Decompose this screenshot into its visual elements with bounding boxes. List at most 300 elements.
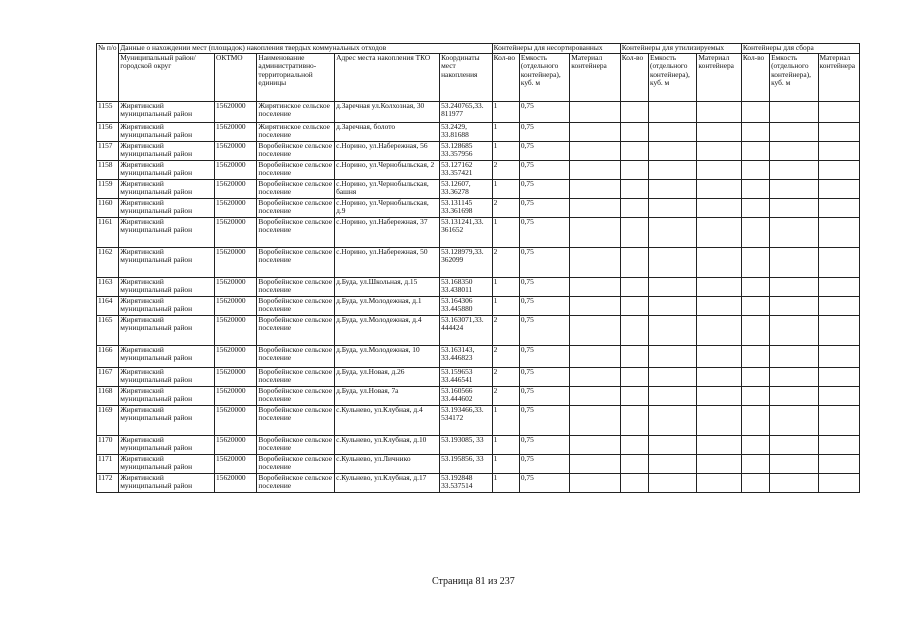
- row-district: Жирятинский муниципальный район: [119, 141, 215, 160]
- row-admin-unit: Воробейнское сельское поселение: [257, 217, 335, 247]
- empty-cell: [818, 160, 860, 179]
- row-number: 1165: [97, 315, 119, 345]
- row-coords: 53.159653 33.446541: [440, 367, 493, 386]
- row-number: 1156: [97, 122, 119, 141]
- empty-cell: [648, 405, 696, 435]
- row-coords: 53.163071,33. 444424: [440, 315, 493, 345]
- table-row: [97, 198, 860, 217]
- row-capacity: 0,75: [519, 122, 569, 141]
- row-address: д.Буда, ул.Молодежная, д.1: [335, 296, 440, 315]
- row-district: Жирятинский муниципальный район: [119, 179, 215, 198]
- empty-cell: [570, 160, 620, 179]
- empty-cell: [770, 179, 818, 198]
- row-capacity: 0,75: [519, 386, 569, 405]
- empty-cell: [570, 101, 620, 122]
- row-admin-unit: Жирятинское сельское поселение: [257, 101, 335, 122]
- empty-cell: [620, 141, 648, 160]
- row-admin-unit: Жирятинское сельское поселение: [257, 122, 335, 141]
- empty-cell: [620, 160, 648, 179]
- empty-cell: [741, 247, 769, 277]
- row-capacity: 0,75: [519, 345, 569, 367]
- row-admin-unit: Воробейнское сельское поселение: [257, 405, 335, 435]
- empty-cell: [741, 296, 769, 315]
- header-recycle-group: Контейнеры для утилизируемых: [620, 44, 741, 54]
- row-capacity: 0,75: [519, 160, 569, 179]
- row-count: 1: [492, 405, 519, 435]
- empty-cell: [741, 217, 769, 247]
- empty-cell: [570, 405, 620, 435]
- empty-cell: [648, 247, 696, 277]
- empty-cell: [697, 405, 741, 435]
- row-oktmo: 15620000: [215, 345, 257, 367]
- empty-cell: [818, 435, 860, 454]
- empty-cell: [697, 217, 741, 247]
- row-capacity: 0,75: [519, 473, 569, 492]
- row-coords: 53.2429, 33.81688: [440, 122, 493, 141]
- empty-cell: [741, 122, 769, 141]
- header-address: Адрес места накопления ТКО: [335, 53, 440, 101]
- table-row: [97, 141, 860, 160]
- header-capacity-recycle: Емкость (отдельного контейнера), куб. м: [648, 53, 696, 101]
- empty-cell: [818, 141, 860, 160]
- row-admin-unit: Воробейнское сельское поселение: [257, 473, 335, 492]
- row-address: д.Заречная ул.Колхозная, 30: [335, 101, 440, 122]
- row-capacity: 0,75: [519, 296, 569, 315]
- empty-cell: [570, 277, 620, 296]
- empty-cell: [648, 473, 696, 492]
- row-count: 2: [492, 160, 519, 179]
- empty-cell: [620, 179, 648, 198]
- row-number: 1167: [97, 367, 119, 386]
- row-count: 1: [492, 141, 519, 160]
- row-number: 1170: [97, 435, 119, 454]
- header-capacity-collect: Емкость (отдельного контейнера), куб. м: [770, 53, 818, 101]
- row-capacity: 0,75: [519, 454, 569, 473]
- row-admin-unit: Воробейнское сельское поселение: [257, 296, 335, 315]
- empty-cell: [648, 141, 696, 160]
- table-row: [97, 367, 860, 386]
- row-capacity: 0,75: [519, 141, 569, 160]
- row-oktmo: 15620000: [215, 141, 257, 160]
- row-oktmo: 15620000: [215, 247, 257, 277]
- row-district: Жирятинский муниципальный район: [119, 217, 215, 247]
- empty-cell: [818, 473, 860, 492]
- row-count: 1: [492, 435, 519, 454]
- empty-cell: [697, 101, 741, 122]
- empty-cell: [697, 122, 741, 141]
- empty-cell: [620, 345, 648, 367]
- empty-cell: [570, 386, 620, 405]
- empty-cell: [620, 367, 648, 386]
- row-admin-unit: Воробейнское сельское поселение: [257, 454, 335, 473]
- row-district: Жирятинский муниципальный район: [119, 198, 215, 217]
- empty-cell: [570, 345, 620, 367]
- empty-cell: [620, 405, 648, 435]
- empty-cell: [818, 315, 860, 345]
- empty-cell: [697, 179, 741, 198]
- empty-cell: [741, 345, 769, 367]
- row-admin-unit: Воробейнское сельское поселение: [257, 435, 335, 454]
- row-number: 1162: [97, 247, 119, 277]
- row-district: Жирятинский муниципальный район: [119, 247, 215, 277]
- header-count: Кол-во: [492, 53, 519, 101]
- empty-cell: [818, 296, 860, 315]
- empty-cell: [648, 122, 696, 141]
- row-admin-unit: Воробейнское сельское поселение: [257, 386, 335, 405]
- empty-cell: [770, 101, 818, 122]
- waste-sites-table: [96, 43, 860, 493]
- row-district: Жирятинский муниципальный район: [119, 454, 215, 473]
- row-district: Жирятинский муниципальный район: [119, 345, 215, 367]
- empty-cell: [770, 160, 818, 179]
- empty-cell: [570, 367, 620, 386]
- row-admin-unit: Воробейнское сельское поселение: [257, 179, 335, 198]
- empty-cell: [697, 386, 741, 405]
- row-admin-unit: Воробейнское сельское поселение: [257, 160, 335, 179]
- empty-cell: [818, 247, 860, 277]
- empty-cell: [648, 435, 696, 454]
- row-address: с.Норино, ул.Чернобыльская, д.9: [335, 198, 440, 217]
- row-coords: 53.127162 33.357421: [440, 160, 493, 179]
- empty-cell: [741, 101, 769, 122]
- empty-cell: [570, 217, 620, 247]
- empty-cell: [620, 247, 648, 277]
- empty-cell: [741, 315, 769, 345]
- table-row: [97, 247, 860, 277]
- row-oktmo: 15620000: [215, 473, 257, 492]
- row-count: 2: [492, 247, 519, 277]
- row-oktmo: 15620000: [215, 435, 257, 454]
- empty-cell: [570, 247, 620, 277]
- row-oktmo: 15620000: [215, 122, 257, 141]
- row-address: с.Кульнево, ул.Клубная, д.4: [335, 405, 440, 435]
- row-oktmo: 15620000: [215, 101, 257, 122]
- empty-cell: [648, 345, 696, 367]
- row-address: д.Буда, ул.Школьная, д.15: [335, 277, 440, 296]
- empty-cell: [770, 435, 818, 454]
- row-oktmo: 15620000: [215, 367, 257, 386]
- row-admin-unit: Воробейнское сельское поселение: [257, 277, 335, 296]
- table-row: [97, 101, 860, 122]
- row-count: 1: [492, 101, 519, 122]
- empty-cell: [770, 345, 818, 367]
- row-capacity: 0,75: [519, 247, 569, 277]
- empty-cell: [570, 122, 620, 141]
- empty-cell: [818, 277, 860, 296]
- row-number: 1164: [97, 296, 119, 315]
- row-count: 2: [492, 386, 519, 405]
- empty-cell: [697, 141, 741, 160]
- row-coords: 53.193466,33. 534172: [440, 405, 493, 435]
- row-capacity: 0,75: [519, 198, 569, 217]
- row-address: с.Кульнево, ул.Личнико: [335, 454, 440, 473]
- row-admin-unit: Воробейнское сельское поселение: [257, 315, 335, 345]
- header-district: Муниципальный район/городской округ: [119, 53, 215, 101]
- row-district: Жирятинский муниципальный район: [119, 101, 215, 122]
- empty-cell: [770, 315, 818, 345]
- empty-cell: [648, 217, 696, 247]
- table-row: [97, 345, 860, 367]
- empty-cell: [620, 435, 648, 454]
- header-data-group: Данные о нахождении мест (площадок) накопления твердых коммунальных отходов: [119, 44, 492, 54]
- table-row: [97, 315, 860, 345]
- empty-cell: [818, 386, 860, 405]
- row-admin-unit: Воробейнское сельское поселение: [257, 345, 335, 367]
- row-count: 1: [492, 296, 519, 315]
- row-capacity: 0,75: [519, 101, 569, 122]
- row-capacity: 0,75: [519, 179, 569, 198]
- row-count: 2: [492, 198, 519, 217]
- row-address: с.Кульнево, ул.Клубная, д.10: [335, 435, 440, 454]
- empty-cell: [770, 473, 818, 492]
- empty-cell: [818, 405, 860, 435]
- empty-cell: [741, 367, 769, 386]
- empty-cell: [818, 217, 860, 247]
- row-count: 1: [492, 122, 519, 141]
- row-address: с.Норино, ул.Набережная, 37: [335, 217, 440, 247]
- row-address: д.Буда, ул.Молодежная, д.4: [335, 315, 440, 345]
- row-number: 1171: [97, 454, 119, 473]
- empty-cell: [770, 141, 818, 160]
- empty-cell: [741, 141, 769, 160]
- empty-cell: [620, 386, 648, 405]
- row-coords: 53.131241,33. 361652: [440, 217, 493, 247]
- row-district: Жирятинский муниципальный район: [119, 386, 215, 405]
- row-capacity: 0,75: [519, 315, 569, 345]
- empty-cell: [741, 160, 769, 179]
- empty-cell: [818, 345, 860, 367]
- row-admin-unit: Воробейнское сельское поселение: [257, 247, 335, 277]
- empty-cell: [818, 198, 860, 217]
- header-collect-group: Контейнеры для сбора: [741, 44, 859, 54]
- empty-cell: [620, 101, 648, 122]
- row-count: 2: [492, 367, 519, 386]
- empty-cell: [770, 217, 818, 247]
- row-capacity: 0,75: [519, 217, 569, 247]
- row-address: д.Буда, ул.Молодежная, 10: [335, 345, 440, 367]
- table-row: [97, 296, 860, 315]
- empty-cell: [770, 386, 818, 405]
- row-address: с.Норино, ул.Набережная, 50: [335, 247, 440, 277]
- empty-cell: [818, 367, 860, 386]
- empty-cell: [570, 315, 620, 345]
- empty-cell: [770, 367, 818, 386]
- row-number: 1172: [97, 473, 119, 492]
- empty-cell: [741, 435, 769, 454]
- table-row: [97, 473, 860, 492]
- empty-cell: [570, 179, 620, 198]
- row-admin-unit: Воробейнское сельское поселение: [257, 367, 335, 386]
- row-capacity: 0,75: [519, 367, 569, 386]
- empty-cell: [570, 296, 620, 315]
- empty-cell: [620, 473, 648, 492]
- row-coords: 53.160566 33.444602: [440, 386, 493, 405]
- empty-cell: [648, 179, 696, 198]
- row-oktmo: 15620000: [215, 296, 257, 315]
- row-district: Жирятинский муниципальный район: [119, 160, 215, 179]
- row-count: 1: [492, 454, 519, 473]
- empty-cell: [648, 101, 696, 122]
- row-admin-unit: Воробейнское сельское поселение: [257, 198, 335, 217]
- row-count: 1: [492, 473, 519, 492]
- empty-cell: [741, 277, 769, 296]
- row-admin-unit: Воробейнское сельское поселение: [257, 141, 335, 160]
- empty-cell: [620, 296, 648, 315]
- row-count: 1: [492, 277, 519, 296]
- empty-cell: [620, 454, 648, 473]
- table-row: [97, 277, 860, 296]
- empty-cell: [620, 315, 648, 345]
- row-address: д.Буда, ул.Новая, 7а: [335, 386, 440, 405]
- header-capacity: Емкость (отдельного контейнера), куб. м: [519, 53, 569, 101]
- row-oktmo: 15620000: [215, 315, 257, 345]
- table-row: [97, 122, 860, 141]
- row-number: 1169: [97, 405, 119, 435]
- empty-cell: [697, 454, 741, 473]
- empty-cell: [770, 296, 818, 315]
- row-address: с.Норино, ул.Чернобыльская, 2: [335, 160, 440, 179]
- row-district: Жирятинский муниципальный район: [119, 296, 215, 315]
- empty-cell: [818, 454, 860, 473]
- empty-cell: [620, 122, 648, 141]
- empty-cell: [770, 277, 818, 296]
- row-district: Жирятинский муниципальный район: [119, 405, 215, 435]
- empty-cell: [648, 160, 696, 179]
- row-address: д.Заречная, болото: [335, 122, 440, 141]
- empty-cell: [770, 405, 818, 435]
- row-address: д.Буда, ул.Новая, д.26: [335, 367, 440, 386]
- empty-cell: [648, 296, 696, 315]
- empty-cell: [818, 122, 860, 141]
- empty-cell: [741, 405, 769, 435]
- header-oktmo: ОКТМО: [215, 53, 257, 101]
- table-row: [97, 435, 860, 454]
- empty-cell: [741, 179, 769, 198]
- empty-cell: [770, 122, 818, 141]
- empty-cell: [648, 454, 696, 473]
- row-district: Жирятинский муниципальный район: [119, 277, 215, 296]
- row-count: 1: [492, 179, 519, 198]
- empty-cell: [741, 386, 769, 405]
- empty-cell: [697, 367, 741, 386]
- row-oktmo: 15620000: [215, 179, 257, 198]
- empty-cell: [570, 141, 620, 160]
- row-coords: 53.193085, 33: [440, 435, 493, 454]
- empty-cell: [770, 198, 818, 217]
- row-oktmo: 15620000: [215, 198, 257, 217]
- empty-cell: [570, 198, 620, 217]
- empty-cell: [770, 454, 818, 473]
- row-coords: 53.164306 33.445880: [440, 296, 493, 315]
- empty-cell: [818, 101, 860, 122]
- table-row: [97, 217, 860, 247]
- empty-cell: [648, 277, 696, 296]
- table-row: [97, 386, 860, 405]
- row-number: 1161: [97, 217, 119, 247]
- empty-cell: [741, 454, 769, 473]
- row-capacity: 0,75: [519, 405, 569, 435]
- row-number: 1159: [97, 179, 119, 198]
- empty-cell: [697, 198, 741, 217]
- empty-cell: [741, 198, 769, 217]
- header-material-collect: Материал контейнера: [818, 53, 860, 101]
- header-admin-unit: Наименование административно-территориальной единицы: [257, 53, 335, 101]
- empty-cell: [620, 277, 648, 296]
- empty-cell: [620, 217, 648, 247]
- row-coords: 53.128979,33. 362099: [440, 247, 493, 277]
- table-row: [97, 160, 860, 179]
- empty-cell: [741, 473, 769, 492]
- row-oktmo: 15620000: [215, 277, 257, 296]
- row-number: 1155: [97, 101, 119, 122]
- row-district: Жирятинский муниципальный район: [119, 315, 215, 345]
- empty-cell: [697, 247, 741, 277]
- table-row: [97, 454, 860, 473]
- row-oktmo: 15620000: [215, 386, 257, 405]
- page-number: Страница 81 из 237: [432, 576, 515, 587]
- row-district: Жирятинский муниципальный район: [119, 473, 215, 492]
- empty-cell: [570, 454, 620, 473]
- row-oktmo: 15620000: [215, 217, 257, 247]
- empty-cell: [770, 247, 818, 277]
- row-district: Жирятинский муниципальный район: [119, 435, 215, 454]
- row-address: с.Норино, ул.Набережная, 56: [335, 141, 440, 160]
- row-number: 1160: [97, 198, 119, 217]
- row-number: 1163: [97, 277, 119, 296]
- empty-cell: [697, 315, 741, 345]
- row-district: Жирятинский муниципальный район: [119, 122, 215, 141]
- empty-cell: [697, 435, 741, 454]
- row-oktmo: 15620000: [215, 454, 257, 473]
- empty-cell: [697, 296, 741, 315]
- row-address: с.Кульнево, ул.Клубная, д.17: [335, 473, 440, 492]
- row-number: 1168: [97, 386, 119, 405]
- header-material-recycle: Материал контейнера: [697, 53, 741, 101]
- table-row: [97, 405, 860, 435]
- empty-cell: [697, 160, 741, 179]
- empty-cell: [818, 179, 860, 198]
- empty-cell: [648, 386, 696, 405]
- empty-cell: [648, 367, 696, 386]
- row-coords: 53.192848 33.537514: [440, 473, 493, 492]
- row-number: 1158: [97, 160, 119, 179]
- table-row: [97, 179, 860, 198]
- empty-cell: [697, 473, 741, 492]
- header-material: Материал контейнера: [570, 53, 620, 101]
- row-coords: 53.131145 33.361698: [440, 198, 493, 217]
- empty-cell: [697, 345, 741, 367]
- header-count-recycle: Кол-во: [620, 53, 648, 101]
- row-capacity: 0,75: [519, 277, 569, 296]
- header-number: № п/о: [97, 44, 119, 102]
- empty-cell: [570, 435, 620, 454]
- row-number: 1166: [97, 345, 119, 367]
- row-coords: 53.12607, 33.36278: [440, 179, 493, 198]
- empty-cell: [648, 315, 696, 345]
- row-capacity: 0,75: [519, 435, 569, 454]
- empty-cell: [648, 198, 696, 217]
- row-coords: 53.168350 33.438011: [440, 277, 493, 296]
- empty-cell: [570, 473, 620, 492]
- empty-cell: [620, 198, 648, 217]
- row-count: 2: [492, 315, 519, 345]
- row-district: Жирятинский муниципальный район: [119, 367, 215, 386]
- header-coords: Координаты мест накопления: [440, 53, 493, 101]
- row-coords: 53.163143, 33.446823: [440, 345, 493, 367]
- empty-cell: [697, 277, 741, 296]
- header-unsorted-group: Контейнеры для несортированных: [492, 44, 620, 54]
- row-coords: 53.128685 33.357956: [440, 141, 493, 160]
